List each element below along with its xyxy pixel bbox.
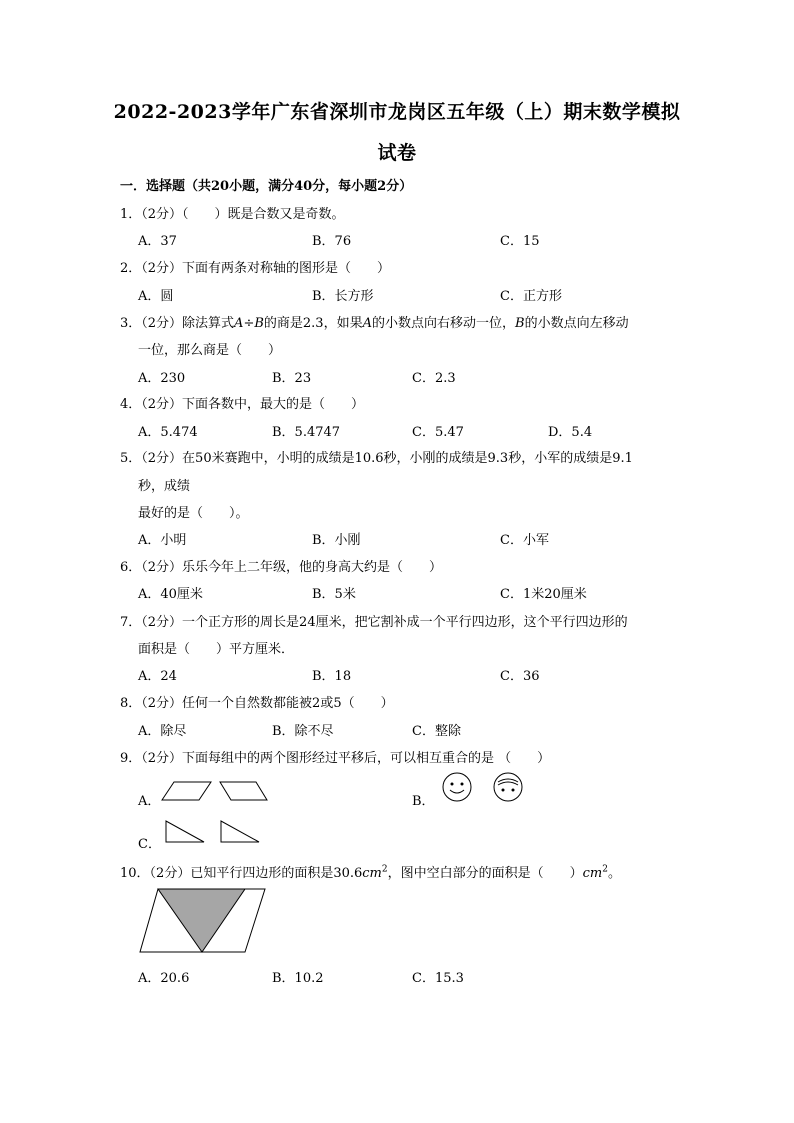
question-1-stem: 1．（2分）（ ）既是合数又是奇数。 — [120, 207, 345, 222]
question-10-option-b: B．10.2 — [272, 971, 324, 986]
question-6-stem: 6．（2分）乐乐今年上二年级，他的身高大约是（ ） — [120, 560, 443, 575]
question-6-option-a: A．40厘米 — [138, 587, 203, 602]
question-2-option-b: B．长方形 — [312, 289, 374, 304]
question-8-option-b: B．除不尽 — [272, 724, 334, 739]
question-2-option-a: A．圆 — [138, 289, 174, 304]
question-5-stem: 5．（2分）在50米赛跑中，小明的成绩是10.6秒，小刚的成绩是9.3秒，小军的成绩是9.1 — [120, 451, 633, 466]
option-c-triangles-figure — [163, 818, 263, 846]
question-9-option-b: B． — [412, 794, 435, 809]
question-8-stem: 8．（2分）任何一个自然数都能被2或5（ ） — [120, 696, 394, 711]
question-3-option-b: B．23 — [272, 371, 312, 386]
question-3-option-a: A．230 — [138, 371, 186, 386]
section-heading: 一．选择题（共20小题，满分40分，每小题2分） — [120, 179, 413, 194]
document-title-line2: 试卷 — [377, 142, 417, 164]
question-1-option-a: A．37 — [138, 234, 177, 249]
question-3-stem-cont: 一位，那么商是（ ） — [138, 343, 282, 358]
question-8-option-c: C．整除 — [412, 724, 461, 739]
question-7-stem-cont: 面积是（ ）平方厘米． — [138, 642, 295, 657]
question-5-option-c: C．小军 — [500, 533, 549, 548]
question-4-option-d: D．5.4 — [548, 425, 593, 440]
question-5-stem-cont2: 最好的是（ ）。 — [138, 506, 249, 521]
question-2-stem: 2．（2分）下面有两条对称轴的图形是（ ） — [120, 261, 391, 276]
option-a-parallelograms-figure — [158, 779, 278, 805]
question-2-option-c: C．正方形 — [500, 289, 562, 304]
parallelogram-shaded-figure — [138, 887, 268, 955]
question-1-option-b: B．76 — [312, 234, 352, 249]
question-7-option-c: C．36 — [500, 669, 540, 684]
question-1-option-c: C．15 — [500, 234, 540, 249]
question-3-option-c: C．2.3 — [412, 371, 456, 386]
question-10-stem: 10．（2分）已知平行四边形的面积是$30.6cm^2$，图中空白部分的面积是（ ）$cm^2$。 — [120, 864, 621, 881]
question-9-option-c: C． — [138, 837, 161, 852]
question-5-option-b: B．小刚 — [312, 533, 361, 548]
question-7-stem: 7．（2分）一个正方形的周长是24厘米，把它割补成一个平行四边形，这个平行四边形的 — [120, 615, 628, 630]
question-9-stem: 9．（2分）下面每组中的两个图形经过平移后，可以相互重合的是 （ ） — [120, 751, 551, 766]
document-title-line1: 2022-2023学年广东省深圳市龙岗区五年级（上）期末数学模拟 — [113, 101, 681, 123]
question-4-option-c: C．5.47 — [412, 425, 464, 440]
question-10-option-c: C．15.3 — [412, 971, 464, 986]
question-7-option-a: A．24 — [138, 669, 177, 684]
question-4-option-a: A．5.474 — [138, 425, 198, 440]
question-8-option-a: A．除尽 — [138, 724, 187, 739]
question-5-option-a: A．小明 — [138, 533, 187, 548]
question-6-option-c: C．1米20厘米 — [500, 587, 587, 602]
option-b-faces-figure — [436, 770, 530, 804]
question-3-stem: 3．（2分）除法算式A÷B的商是2.3，如果A的小数点向右移动一位，B的小数点向左移动 — [120, 316, 629, 331]
question-10-option-a: A．20.6 — [138, 971, 190, 986]
question-9-option-a: A． — [138, 794, 161, 809]
question-6-option-b: B．5米 — [312, 587, 356, 602]
question-5-stem-cont: 秒，成绩 — [138, 479, 191, 494]
question-4-stem: 4．（2分）下面各数中，最大的是（ ） — [120, 397, 365, 412]
question-4-option-b: B．5.4747 — [272, 425, 341, 440]
question-7-option-b: B．18 — [312, 669, 352, 684]
